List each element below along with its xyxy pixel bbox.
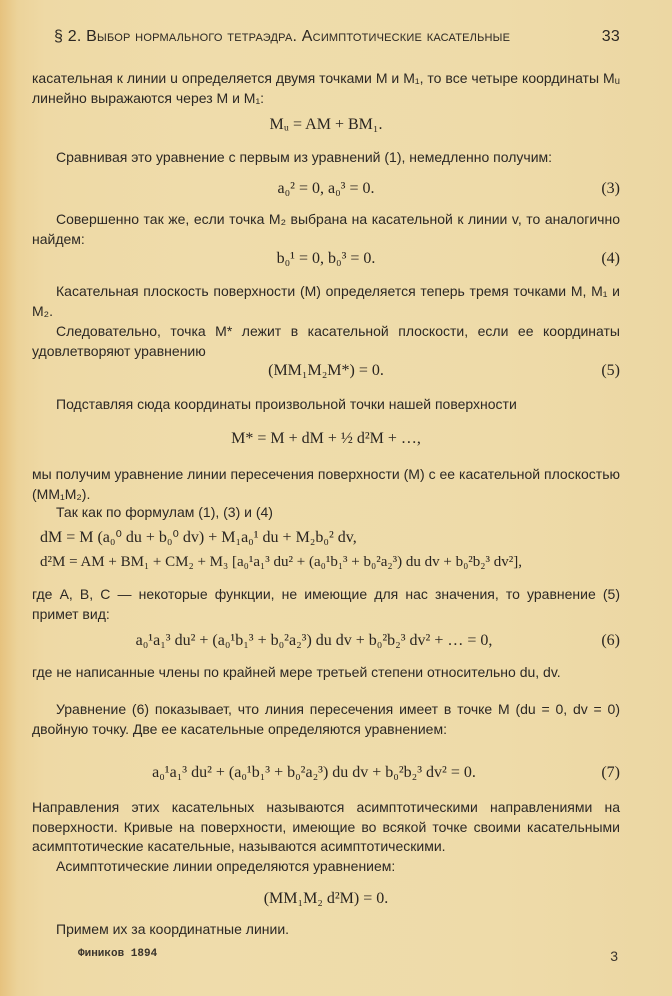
paragraph: где не написанные члены по крайней мере третьей степени относительно du, dv.: [32, 664, 561, 680]
equation-number: (4): [601, 250, 620, 267]
paragraph: где A, B, C — некоторые функции, не имеющие для нас значения, то уравнение (5) примет вид:: [32, 586, 620, 622]
equation-asymptotic: (MM₁M₂ d²M) = 0.: [263, 890, 389, 907]
printer-signature: Фиников 1894: [78, 948, 158, 960]
paragraph: касательная к линии u определяется двумя точками M и M₁, то все четыре координаты Mᵤ линейно выражаются через M и M₁:: [32, 70, 620, 106]
equation-number: (3): [601, 180, 620, 197]
paragraph: Уравнение (6) показывает, что линия пересечения имеет в точке M (du = 0, dv = 0) двойную точку. Две ее касательные определяются уравнением:: [32, 701, 620, 737]
paragraph: Следовательно, точка M* лежит в касательной плоскости, если ее координаты удовлетворяют уравнению: [32, 323, 620, 359]
section-title: § 2. Выбор нормального тетраэдра. Асимптотические касательные: [54, 28, 511, 45]
equation-4: b₀¹ = 0, b₀³ = 0.: [276, 250, 376, 267]
paragraph: Совершенно так же, если точка M₂ выбрана на касательной к линии v, то аналогично найдем:: [32, 211, 620, 247]
equation-3: a₀² = 0, a₀³ = 0.: [277, 180, 375, 197]
equation-number: (6): [601, 632, 620, 649]
sheet-number: 3: [610, 948, 618, 964]
equation-mu: Mᵤ = AM + BM₁.: [269, 116, 383, 133]
paragraph: Направления этих касательных называются асимптотическими направлениями на поверхности. Кривые на поверхности, имеющие во всякой точке своими касательными асимптотические касательные, называются асимптотическими.: [32, 799, 620, 854]
page-number: 33: [601, 28, 620, 45]
paragraph: Асимптотические линии определяются уравнением:: [56, 858, 396, 874]
paragraph: Подставляя сюда координаты произвольной точки нашей поверхности: [56, 396, 517, 412]
paragraph: Касательная плоскость поверхности (M) определяется теперь тремя точками M, M₁ и M₂.: [32, 283, 620, 319]
equation-d2M: d²M = AM + BM₁ + CM₂ + M₃ [a₀¹a₁³ du² + (a₀¹b₁³ + b₀²a₂³) du dv + b₀²b₂³ dv²],: [40, 554, 523, 570]
equation-dM: dM = M (a₀⁰ du + b₀⁰ dv) + M₁a₀¹ du + M₂b₀² dv,: [40, 529, 357, 546]
paragraph: мы получим уравнение линии пересечения поверхности (M) с ее касательной плоскостью (MM₁M₂).: [32, 466, 620, 502]
running-header: [54, 28, 620, 46]
equation-5: (MM₁M₂M*) = 0.: [268, 362, 384, 379]
equation-number: (7): [601, 764, 620, 781]
equation-number: (5): [601, 362, 620, 379]
paragraph: Сравнивая это уравнение с первым из уравнений (1), немедленно получим:: [56, 149, 553, 165]
paragraph: Так как по формулам (1), (3) и (4): [56, 504, 273, 520]
equation-7: a₀¹a₁³ du² + (a₀¹b₁³ + b₀²a₂³) du dv + b₀²b₂³ dv² = 0.: [152, 764, 476, 781]
paragraph: Примем их за координатные линии.: [56, 921, 290, 937]
page-footer: [78, 948, 618, 964]
equation-6: a₀¹a₁³ du² + (a₀¹b₁³ + b₀²a₂³) du dv + b₀²b₂³ dv² + … = 0,: [135, 632, 493, 649]
equation-mstar: M* = M + dM + ½ d²M + …,: [231, 430, 421, 447]
